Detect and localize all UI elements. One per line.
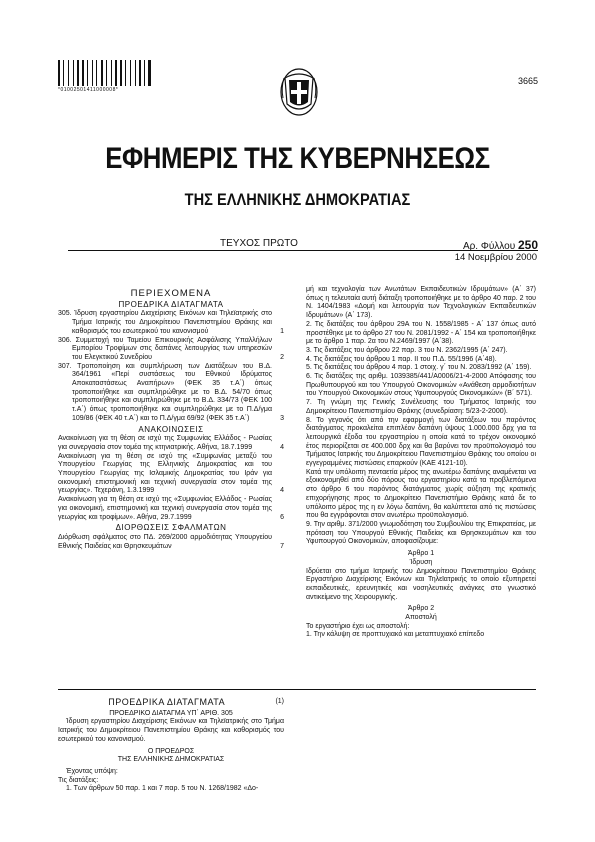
- toc-item-page: 1: [280, 327, 284, 335]
- paragraph: Κατά την υπόλοιπη πενταετία μέρος της ανωτέρω δαπάνης αναμένεται να εξοικονομηθεί από δύο πόρους του εργαστηρίου κατά τα προβλεπόμενα στο άρθρο 6 του παρόντος διατάγματος χωρίς αύξηση της κρατικής επιχορήγησης προς το Δημοκρίτειο Πανεπιστήμιο Θράκης κατά δε το υπόλοιπο μέρος της η εν λόγω δαπάνη, θα καλύπτεται από τις πιστώσεις που θα εγγράφονται στον ανωτέρω προϋπολογισμό.: [306, 468, 536, 520]
- provision-item-1: 1. Των άρθρων 50 παρ. 1 και 7 παρ. 5 του Ν. 1268/1982 «Δο-: [66, 785, 259, 793]
- decrees-section-heading: ΠΡΟΕΔΡΙΚΑ ΔΙΑΤΑΓΜΑΤΑ: [108, 697, 226, 707]
- toc-item: [58, 337, 284, 363]
- decree-title: ΠΡΟΕΔΡΙΚΟ ΔΙΑΤΑΓΜΑ ΥΠ΄ ΑΡΙΘ. 305: [109, 709, 233, 717]
- barcode-bar: [101, 60, 103, 86]
- toc-item: [58, 534, 284, 551]
- paragraph: 6. Τις διατάξεις της αριθμ. 1039385/441/Α0006/21-4-2000 Απόφασης του Πρωθυπουργού και του Υπουργού Οικονομικών «Ανάθεση αρμοδιοτήτων του Υπουργού Οικονομικών στους Υφυπουργούς Οικονομικών» (Β΄ 571).: [306, 373, 536, 398]
- paragraph: 8. Το γεγονός ότι από την εφαρμογή των διατάξεων του παρόντος διατάγματος προκαλείται επιπλέον δαπάνη ύψους 1.000.000 δρχ για τα λειτουργικά έξοδα του εργαστηρίου η οποία κατά το τρέχον οικονομικό έτος περιορίζεται σε 400.000 δρχ και θα βαρύνει τον προϋπολογισμό του Τμήματος Ιατρικής του Δημοκρίτειου Πανεπιστημίου Θράκης του οποίου οι εγγεγραμμένες πιστώσεις επαρκούν (ΚΑΕ 4121-10).: [306, 416, 536, 468]
- paragraph: 9. Την αριθμ. 371/2000 γνωμοδότηση του Συμβουλίου της Επικρατείας, με πρόταση του Υπουργού Εθνικής Παιδείας και Θρησκευμάτων και του Υφυπουργού Οικονομικών, αποφασίζουμε:: [306, 520, 536, 546]
- toc-item-text: Ανακοίνωση για τη θέση σε ισχύ της «Συμφωνίας Ελλάδος - Ρωσίας για οικονομική, επιστημονική και τεχνική συνεργασία στον τομέα της γεωργίας και τροφίμων». Αθήνα, 29.7.1999: [58, 496, 272, 521]
- toc-item: [58, 363, 284, 424]
- barcode-bar: [104, 60, 105, 86]
- paragraph: 3. Τις διατάξεις του άρθρου 22 παρ. 3 του Ν. 2362/1995 (Α΄ 247).: [306, 346, 508, 354]
- toc-item-page: 4: [280, 487, 284, 495]
- barcode-bar: [98, 60, 101, 86]
- page-number: 3665: [517, 76, 538, 86]
- barcode-bar: [73, 60, 74, 86]
- corrections-heading: ΔΙΟΡΘΩΣΕΙΣ ΣΦΑΛΜΑΤΩΝ: [115, 523, 227, 533]
- paragraph: 7. Τη γνώμη της Γενικής Συνέλευσης του Τμήματος Ιατρικής του Δημοκρίτειου Πανεπιστημίου Θράκης (συνεδρίαση: 5/23-2-2000).: [306, 399, 536, 415]
- article-2-intro: Το εργαστήριο έχει ως αποστολή:: [306, 622, 410, 630]
- corrections-list: [58, 534, 284, 551]
- toc-item-text: 307. Τροποποίηση και συμπλήρωση των Διατάξεων του Β.Δ. 364/1961 «Περί συστάσεως του Εθνικού Ιδρύματος Αποκαταστάσεως Αναπήρων» (ΦΕΚ 35 τ.Α΄) όπως τροποποιήθηκε και συμπληρώθηκε με το Β.Δ. 54/70 όπως τροποποιήθηκε και συμπληρώθηκε με το Β.Δ. 334/73 (ΦΕΚ 100 τ.Α΄) όπως τροποποιήθηκε και συμπληρώθηκε με το Π.Δ/γμα 109/86 (ΦΕΚ 40 τ.Α΄) και το Π.Δ/γμα 69/92 (ΦΕΚ 35 τ.Α΄): [58, 362, 272, 422]
- article-1-title: Άρθρο 1: [407, 550, 435, 558]
- decrees-heading: ΠΡΟΕΔΡΙΚΑ ΔΙΑΤΑΓΜΑΤΑ: [118, 299, 224, 309]
- gazette-title: ΕΦΗΜΕΡΙΣ ΤΗΣ ΚΥΒΕΡΝΗΣΕΩΣ: [105, 142, 490, 175]
- provisions: Τις διατάξεις:: [58, 776, 99, 784]
- barcode-bar: [111, 60, 112, 86]
- barcode-bar: [80, 60, 81, 86]
- barcode: [58, 60, 154, 86]
- sheet-label: Αρ. Φύλλου: [462, 241, 516, 252]
- paragraph: μή και τεχνολογία των Ανωτάτων Εκπαιδευτικών Ιδρυμάτων» (Α΄ 37) όπως η τελευταία αυτή διάταξη τροποποιήθηκε με το άρθρο 40 παρ. 2 του Ν. 1404/1983 «Δομή και λειτουργία των Τεχνολογικών Εκπαιδευτικών Ιδρυμάτων» (Α΄ 173).: [306, 286, 536, 320]
- announcements-heading: ΑΝΑΚΟΙΝΩΣΕΙΣ: [138, 424, 204, 434]
- toc-item-text: Ανακοίνωση για τη θέση σε ισχύ της Συμφωνίας Ελλάδος - Ρωσίας για συνεργασία στον τομέα της κτηνιατρικής. Αθήνα, 18.7.1999: [58, 435, 272, 451]
- barcode-bar: [106, 60, 107, 86]
- toc-item: [58, 496, 284, 522]
- decree-description: Ίδρυση εργαστηρίου Διαχείρισης Εικόνων και Τηλεϊατρικής στο Τμήμα Ιατρικής του Δημοκρίτειου Πανεπιστημίου Θράκης και καθορισμός του εσωτερικού του κανονισμού.: [58, 718, 284, 743]
- article-2-item-1: 1. Την κάλυψη σε προπτυχιακό και μεταπτυχιακό επίπεδο: [306, 631, 485, 639]
- barcode-bar: [58, 60, 60, 86]
- barcode-bar: [89, 60, 91, 86]
- barcode-bar: [77, 60, 79, 86]
- toc-item-page: 2: [280, 353, 284, 361]
- right-column: [306, 286, 536, 640]
- barcode-bar: [92, 60, 93, 86]
- toc-item-text: 306. Συμμετοχή του Ταμείου Επικουρικής Ασφάλισης Υπαλλήλων Εμπορίου Τροφίμων στις δαπάνες λειτουργίας των υπηρεσιών του Ελεγκτικού Συνεδρίου: [58, 336, 272, 361]
- barcode-bar: [132, 60, 135, 86]
- barcode-bar: [120, 60, 122, 86]
- article-1-subtitle: Ίδρυση: [409, 558, 433, 566]
- section-mark: (1): [275, 698, 284, 705]
- issue-series: ΤΕΥΧΟΣ ΠΡΩΤΟ: [220, 238, 298, 249]
- article-2-subtitle: Αποστολή: [405, 614, 437, 622]
- barcode-bar: [115, 60, 118, 86]
- barcode-bar: [139, 60, 141, 86]
- barcode-bar: [65, 60, 68, 86]
- section-rule: [58, 689, 536, 690]
- toc-item-text: Διόρθωση σφάλματος στο ΠΔ. 269/2000 αρμοδιότητας Υπουργείου Εθνικής Παιδείας και Θρησκευμάτων: [58, 533, 272, 550]
- decrees-section-header: [58, 698, 284, 707]
- barcode-bar: [68, 60, 69, 86]
- decrees-list: [58, 310, 284, 423]
- president-heading: Ο ΠΡΟΕΔΡΟΣ: [147, 747, 195, 755]
- toc-item-page: 7: [280, 542, 284, 550]
- barcode-bar: [152, 60, 153, 86]
- barcode-bar: [125, 60, 126, 86]
- barcode-bar: [123, 60, 124, 86]
- decree-column: [58, 698, 284, 794]
- paragraph: 4. Τις διατάξεις του άρθρου 1 παρ. ΙΙ του Π.Δ. 55/1996 (Α΄48).: [306, 355, 497, 363]
- article-2-title: Άρθρο 2: [407, 605, 435, 613]
- barcode-bar: [146, 60, 148, 86]
- sheet-number: 250: [517, 238, 538, 252]
- header-rule: [68, 250, 538, 251]
- barcode-bar: [127, 60, 129, 86]
- toc-item-page: 3: [280, 414, 284, 422]
- barcode-bar: [70, 60, 72, 86]
- barcode-bar: [75, 60, 76, 86]
- toc-item-page: 4: [280, 443, 284, 451]
- barcode-bar: [144, 60, 145, 86]
- having-regard: Έχοντας υπόψη:: [66, 767, 118, 775]
- barcode-bar: [142, 60, 143, 86]
- barcode-bar: [94, 60, 95, 86]
- barcode-bar: [118, 60, 119, 86]
- barcode-bar: [63, 60, 64, 86]
- barcode-bar: [85, 60, 86, 86]
- toc-item-page: 6: [280, 513, 284, 521]
- barcode-bar: [130, 60, 131, 86]
- article-1-text: Ιδρύεται στο τμήμα Ιατρικής του Δημοκρίτειου Πανεπιστημίου Θράκης Εργαστήριο Διαχείρισης Εικόνων και Τηλεϊατρικής το οποίο εξυπηρετεί εκπαιδευτικές, ερευνητικές και νοσηλευτικές ανάγκες στο γνωστικό αντικείμενο της Χειρουργικής.: [306, 567, 536, 601]
- barcode-bar: [148, 60, 151, 86]
- barcode-bar: [108, 60, 110, 86]
- toc-item: [58, 435, 284, 452]
- contents-heading: ΠΕΡΙΕΧΟΜΕΝΑ: [130, 288, 212, 299]
- toc-item-text: 305. Ίδρυση εργαστηρίου Διαχείρισης Εικόνων και Τηλεϊατρικής στο Τμήμα Ιατρικής του Δημοκρίτειου Πανεπιστημίου Θράκης και καθορισμός του εσωτερικού του κανονισμού: [58, 310, 272, 335]
- gazette-subtitle: ΤΗΣ ΕΛΛΗΝΙΚΗΣ ΔΗΜΟΚΡΑΤΙΑΣ: [184, 190, 411, 209]
- paragraph: 2. Τις διατάξεις του άρθρου 29Α του Ν. 1558/1985 - Α΄ 137 όπως αυτό προστέθηκε με το άρθρο 27 του Ν. 2081/1992 - Α΄ 154 και τροποποιήθηκε με το άρθρο 1 παρ. 2α του Ν.2469/1997 (Α΄38).: [306, 320, 536, 346]
- toc-item-text: Ανακοίνωση για τη θέση σε ισχύ της «Συμφωνίας μεταξύ του Υπουργείου Γεωργίας της Ελληνικής Δημοκρατίας και του Υπουργείου Γεωργίας της Ισλαμικής Δημοκρατίας του Ιράν για οικονομική επιστημονική και τεχνική συνεργασία στον τομέα της γεωργίας». Τεχεράνη, 1.3.1999: [58, 452, 272, 495]
- barcode-number: *01002501411000008*: [58, 87, 119, 93]
- barcode-bar: [137, 60, 138, 86]
- greek-coat-of-arms-icon: [280, 68, 318, 116]
- president-subheading: ΤΗΣ ΕΛΛΗΝΙΚΗΣ ΔΗΜΟΚΡΑΤΙΑΣ: [117, 756, 225, 764]
- barcode-bar: [82, 60, 85, 86]
- barcode-bar: [113, 60, 114, 86]
- contents-column: [58, 290, 284, 551]
- barcode-bar: [87, 60, 88, 86]
- toc-item: [58, 453, 284, 497]
- barcode-bar: [96, 60, 97, 86]
- issue-date: 14 Νοεμβρίου 2000: [454, 252, 537, 263]
- barcode-bar: [135, 60, 136, 86]
- announcements-list: [58, 435, 284, 522]
- toc-item: [58, 310, 284, 336]
- barcode-bar: [61, 60, 62, 86]
- paragraph: 5. Τις διατάξεις του άρθρου 4 παρ. 1 στοιχ. γ΄ του Ν. 2083/1992 (Α΄ 159).: [306, 364, 532, 372]
